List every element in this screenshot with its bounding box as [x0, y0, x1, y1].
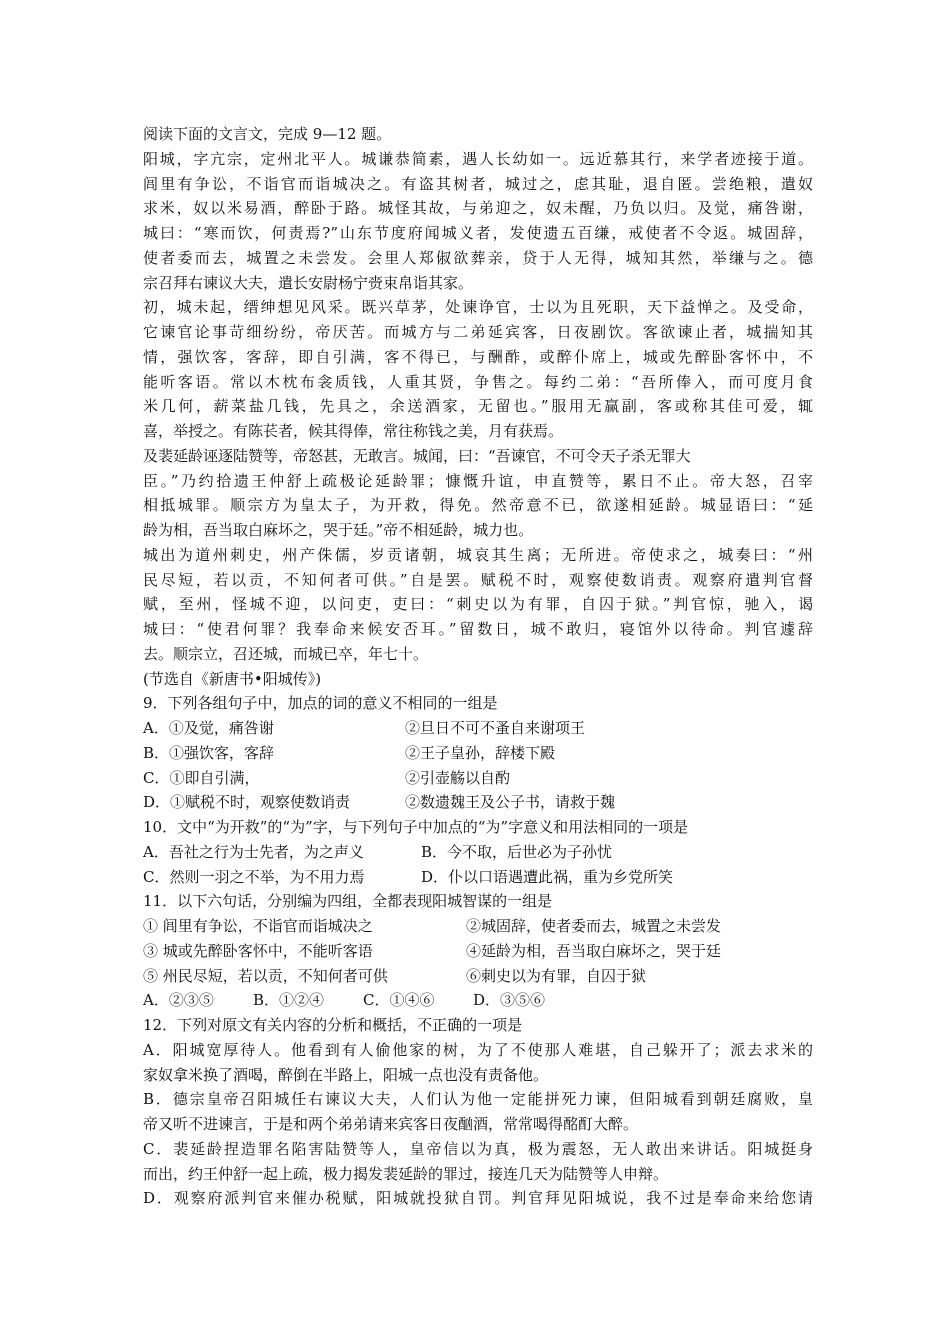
statement-right: ④延龄为相，吾当取白麻坏之，哭于廷 [466, 941, 722, 960]
statement-left: ① 闾里有争讼，不诣官而诣城决之 [143, 917, 373, 935]
passage-line: 求米，奴以米易酒，醉卧于路。城怪其故，与弟迎之，奴未醒，乃负以归。及觉，痛咎谢， [143, 199, 813, 218]
option-a-line: 家奴拿米换了酒喝，醉倒在半路上，阳城一点也没有责备他。 [143, 1065, 549, 1084]
reading-instruction: 阅读下面的文言文，完成 9—12 题。 [143, 125, 392, 143]
passage-line: 相抵城罪。顺宗方为皇太子，为开救，得免。然帝意不已，欲遂相延龄。城显语曰：“延 [143, 496, 813, 515]
question-stem: 11．以下六句话，分别编为四组，全都表现阳城智谋的一组是 [143, 892, 553, 911]
option-part-2: ②王子皇孙，辞楼下殿 [405, 743, 556, 762]
question-option-row [143, 790, 813, 815]
statement-row [143, 964, 813, 989]
option-right: D．仆以口语遇遭此祸，重为乡党所笑 [421, 867, 674, 886]
option-d-line: D．观察府派判官来催办税赋，阳城就投狱自罚。判官拜见阳城说，我不过是奉命来给您请 [143, 1189, 813, 1208]
passage-line: 城曰：“寒而饮，何责焉?”山东节度府闻城义者，发使遗五百缣，戒使者不令返。城固辞， [143, 224, 813, 242]
statement-right: ⑥刺史以为有罪，自囚于狱 [466, 966, 647, 985]
option-part-1: B．①强饮客，客辞 [143, 743, 275, 762]
question-stem: 10．文中“为开救”的“为”字，与下列句子中加点的“为”字意义和用法相同的一项是 [143, 818, 689, 836]
passage-line: 臣。”乃约拾遗王仲舒上疏极论延龄罪；慷慨升谊，申直赞等，累日不止。帝大怒，召宰 [143, 471, 813, 490]
passage-line: 使者委而去，城置之未尝发。会里人郑俶欲葬亲，贷于人无得，城知其然，举缣与之。德 [143, 248, 813, 267]
passage-line: 城曰：“使君何罪？我奉命来候安否耳。”留数日，城不敢归，寝馆外以待命。判官遽辞 [143, 620, 813, 638]
passage-source: (节选自《新唐书•阳城传》) [143, 669, 322, 688]
question-10 [143, 815, 813, 889]
passage-line: 它谏官论事苛细纷纷，帝厌苦。而城方与二弟延宾客，日夜剧饮。客欲谏止者，城揣知其 [143, 323, 813, 341]
answer-choices-row [143, 988, 813, 1013]
passage-line: 能听客语。常以木枕布衾质钱，人重其贤，争售之。每约二弟：“吾所俸入，而可度月食 [143, 372, 813, 391]
answer-choice-a: A．②③⑤ [143, 991, 214, 1010]
document-page [143, 122, 813, 1211]
statement-row [143, 914, 813, 939]
passage-line: 龄为相，吾当取白麻坏之，哭于廷。”帝不相延龄，城力也。 [143, 521, 534, 539]
question-9 [143, 691, 813, 815]
passage-line: 阳城，字亢宗，定州北平人。城谦恭简素，遇人长幼如一。远近慕其行，来学者迹接于道。 [143, 149, 813, 168]
passage-line: 赋，至州，怪城不迎，以问吏，吏曰：“刺史以为有罪，自囚于狱。”判官惊，驰入，谒 [143, 595, 813, 614]
question-option-row [143, 716, 813, 741]
passage-line: 及裴延龄诬逐陆赞等，帝怒甚，无敢言。城闻，曰：“吾谏官，不可令天子杀无罪大 [143, 446, 691, 465]
passage-paragraph-4 [143, 543, 813, 667]
question-option-row [143, 741, 813, 766]
question-option-row [143, 865, 813, 890]
question-option-row [143, 840, 813, 865]
answer-choice-d: D．③⑤⑥ [473, 991, 546, 1010]
option-right: B．今不取，后世必为子孙忧 [421, 842, 613, 861]
option-part-2: ②引壶觞以自酌 [405, 768, 511, 787]
option-b-line: 帝又听不进谏言，于是和两个弟弟请来宾客日夜酗酒，常常喝得酩酊大醉。 [143, 1115, 639, 1133]
answer-choice-c: C．①④⑥ [363, 991, 435, 1010]
answer-choice-b: B．①②④ [253, 991, 325, 1010]
passage-line: 喜，举授之。有陈苌者，候其得俸，常往称钱之美，月有获焉。 [143, 422, 564, 440]
option-b-line: B．德宗皇帝召阳城任右谏议大夫，人们认为他一定能拼死力谏，但阳城看到朝廷腐败，皇 [143, 1090, 813, 1109]
question-11 [143, 889, 813, 1013]
passage-line: 城出为道州刺史，州产侏儒，岁贡诸朝，城哀其生离；无所进。帝使求之，城奏曰：“州 [143, 545, 813, 564]
option-c-line: 而出，约王仲舒一起上疏，极力揭发裴延龄的罪过，接连几天为陆赞等人申辩。 [143, 1164, 669, 1183]
statement-right: ②城固辞，使者委而去，城置之未尝发 [466, 917, 722, 935]
passage-paragraph-2 [143, 295, 813, 444]
option-left: C．然则一羽之不举，为不用力焉 [143, 867, 365, 886]
option-part-2: ②旦日不可不蚤自来谢项王 [405, 719, 586, 737]
question-option-row [143, 766, 813, 791]
statement-row [143, 939, 813, 964]
passage-paragraph-1 [143, 147, 813, 296]
option-part-1: C．①即自引满， [143, 768, 260, 787]
passage-line: 宗召拜右谏议大夫，遣长安尉杨宁赍束帛诣其家。 [143, 273, 474, 292]
passage-paragraph-3 [143, 444, 813, 543]
statement-left: ⑤ 州民尽短，若以贡，不知何者可供 [143, 966, 388, 985]
passage-line: 闾里有争讼，不诣官而诣城决之。有盗其树者，城过之，虑其耻，退自匿。尝绝粮，遣奴 [143, 174, 813, 193]
question-12 [143, 1013, 813, 1211]
question-stem: 12．下列对原文有关内容的分析和概括，不正确的一项是 [143, 1016, 523, 1034]
statement-left: ③ 城或先醉卧客怀中，不能听客语 [143, 941, 373, 960]
passage-line: 情，强饮客，客辞，即自引满，客不得已，与酬酢，或醉仆席上，城或先醉卧客怀中，不 [143, 347, 813, 366]
passage-line: 初，城未起，缙绅想见风采。既兴草茅，处谏诤官，士以为且死职，天下益惮之。及受命， [143, 298, 813, 317]
option-part-1: D．①赋税不时，观察使数诮责 [143, 793, 351, 812]
option-part-1: A．①及觉，痛咎谢 [143, 719, 274, 737]
option-c-line: C．裴延龄捏造罪名陷害陆赞等人，皇帝信以为真，极为震怒，无人敢出来讲话。阳城挺身 [143, 1139, 813, 1158]
option-left: A．吾社之行为士先者，为之声义 [143, 842, 364, 861]
passage-line: 民尽短，若以贡，不知何者可供。”自是罢。赋税不时，观察使数诮责。观察府遣判官督 [143, 570, 813, 589]
passage-line: 米几何，薪菜盐几钱，先具之，余送酒家，无留也。”服用无赢副，客或称其佳可爱，辄 [143, 397, 813, 416]
question-stem: 9．下列各组句子中，加点的词的意义不相同的一组是 [143, 694, 498, 713]
option-part-2: ②数遗魏王及公子书，请救于魏 [405, 793, 616, 812]
option-a-line: A．阳城宽厚待人。他看到有人偷他家的树，为了不使那人难堪，自己躲开了；派去求米的 [143, 1040, 813, 1059]
passage-line: 去。顺宗立，召还城，而城已卒，年七十。 [143, 644, 429, 663]
